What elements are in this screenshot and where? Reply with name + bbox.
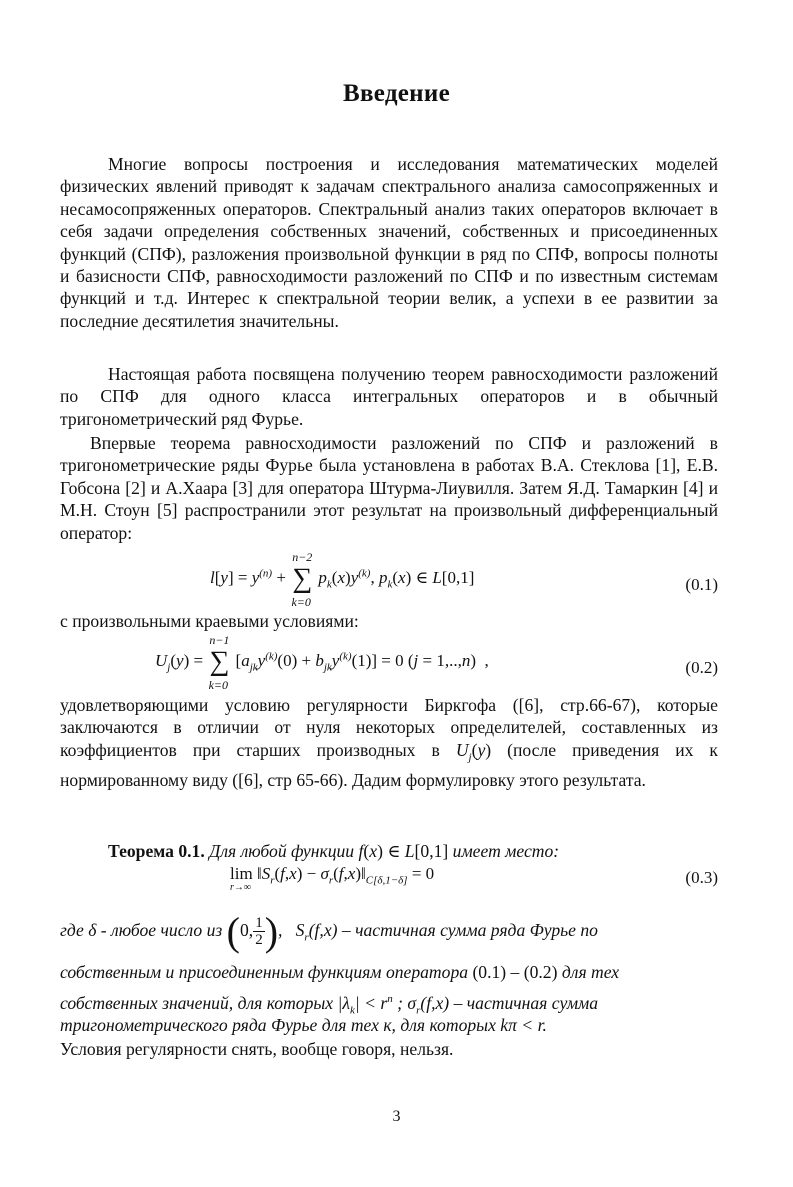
paragraph-conclusion: Условия регулярности снять, вообще говоря, нельзя. bbox=[60, 1039, 454, 1059]
theorem-header: Теорема 0.1. Для любой функции f(x) ∈ L[0,1] имеет место: bbox=[108, 841, 560, 861]
theorem-line-1: где δ - любое число из (0, $\frac{1}{2}$ ), $S_r(f,x)$ – частичная сумма ряда Фурье по bbox=[60, 908, 598, 954]
theorem-line4-a: тригонометрического ряда Фурье для тех к, для которых bbox=[60, 1015, 496, 1035]
formula-0-1 bbox=[60, 550, 718, 609]
formula-0-2-number: (0.2) bbox=[685, 658, 718, 677]
formula-0-1-body: $l[y] = y^{(n)}$ + n−2 ∑ k=0 $p_k(x)y^{(k)}$, $p_k(x)$ ∈ L[0,1] bbox=[210, 550, 475, 609]
regularity-formula: $U_j$ bbox=[455, 739, 472, 764]
formula-0-3-number: (0.3) bbox=[685, 868, 718, 887]
formula-0-2-body: $U_j(y)$ = n−1 ∑ k=0 $[a_{jk}y^{(k)}(0) + b_{jk}y^{(k)}(1)] = 0$ (j = 1,..,n) , bbox=[155, 633, 489, 692]
regularity-text-b: (после приведения их к нормированному виду ([6], стр 65-66). Дадим формулировку этого результата. bbox=[60, 739, 718, 790]
theorem-partial-sum: – частичная сумма ряда Фурье по bbox=[341, 920, 598, 940]
theorem-line-3: собственных значений, для которых $|\lambda_k| < r^n$ ; $\sigma_r(f,x)$ – частичная сумма bbox=[60, 992, 599, 1017]
formula-0-3-body: lim r→∞ $‖S_r(f,x)$ − $\sigma_r(f,x)‖_{C[\delta,1-\delta]} = 0$ bbox=[230, 864, 435, 893]
theorem-line2-b: для тех bbox=[561, 962, 620, 982]
paragraph-regularity: удовлетворяющими условию регулярности Биркгофа ([6], стр.66-67), которые заключаются в отличии от нуля некоторых определителей, составленных из коэффициентов при старших производных в $U_j(y)$ (после приведения их к нормированному виду ([6], стр 65-66). Дадим формулировку этого результата. bbox=[60, 695, 718, 790]
theorem-line2-a: собственным и присоединенным функциям оператора bbox=[60, 962, 469, 982]
page-number: 3 bbox=[392, 1108, 401, 1125]
theorem-where: где bbox=[60, 920, 84, 940]
theorem-intro-end: имеет место: bbox=[452, 841, 560, 861]
theorem-line3-a: собственных значений, для которых bbox=[60, 992, 334, 1013]
formula-0-3 bbox=[60, 864, 718, 904]
paragraph-history: Впервые теорема равносходимости разложений по СПФ и разложений в тригонометрические ряды Фурье была установлена в работах В.А. Стеклова [1], Е.В. Гобсона [2] и А.Хаара [3] для оператора Штурма-Лиувилля. Затем Я.Д. Тамаркин [4] и М.Н. Стоун [5] распространили этот результат на произвольный дифференциальный оператор: bbox=[60, 433, 718, 543]
paragraph-purpose: Настоящая работа посвящена получению теорем равносходимости разложений по СПФ для одного класса интегральных операторов и в обычный тригонометрический ряд Фурье. bbox=[60, 364, 718, 429]
formula-0-1-number: (0.1) bbox=[685, 575, 718, 594]
theorem-line-2 bbox=[60, 959, 718, 985]
theorem-line-4: тригонометрического ряда Фурье для тех к, для которых kπ < r. bbox=[60, 1015, 547, 1035]
theorem-label: Теорема 0.1. bbox=[108, 841, 205, 861]
page-title: Введение bbox=[343, 80, 450, 107]
theorem-intro: Для любой функции bbox=[209, 841, 355, 861]
paragraph-intro: Многие вопросы построения и исследования математических моделей физических явлений приводят к задачам спектрального анализа самосопряженных и несамосопряженных операторов. Спектральный анализ таких операторов включает в себя задачи определения собственных значений, собственных и присоединенных функций (СПФ), разложения произвольной функции в ряд по СПФ, вопросы полноты и базисности СПФ, равносходимости разложений по СПФ и по известным системам функций и т.д. Интерес к спектральной теории велик, а успехи в ее развитии за последние десятилетия значительны. bbox=[60, 154, 718, 331]
formula-0-2 bbox=[60, 633, 718, 692]
regularity-text-a: удовлетворяющими условию регулярности Биркгофа ([6], стр.66-67), которые заключаются в отличии от нуля некоторых определителей, составленных из коэффициентов при старших производных в bbox=[60, 695, 718, 760]
theorem-line2-refs: (0.1) – (0.2) bbox=[472, 962, 558, 982]
theorem-line3-b: – частичная сумма bbox=[453, 992, 599, 1013]
paragraph-boundary: с произвольными краевыми условиями: bbox=[60, 611, 359, 631]
theorem-any-number: - любое число из bbox=[100, 920, 223, 940]
